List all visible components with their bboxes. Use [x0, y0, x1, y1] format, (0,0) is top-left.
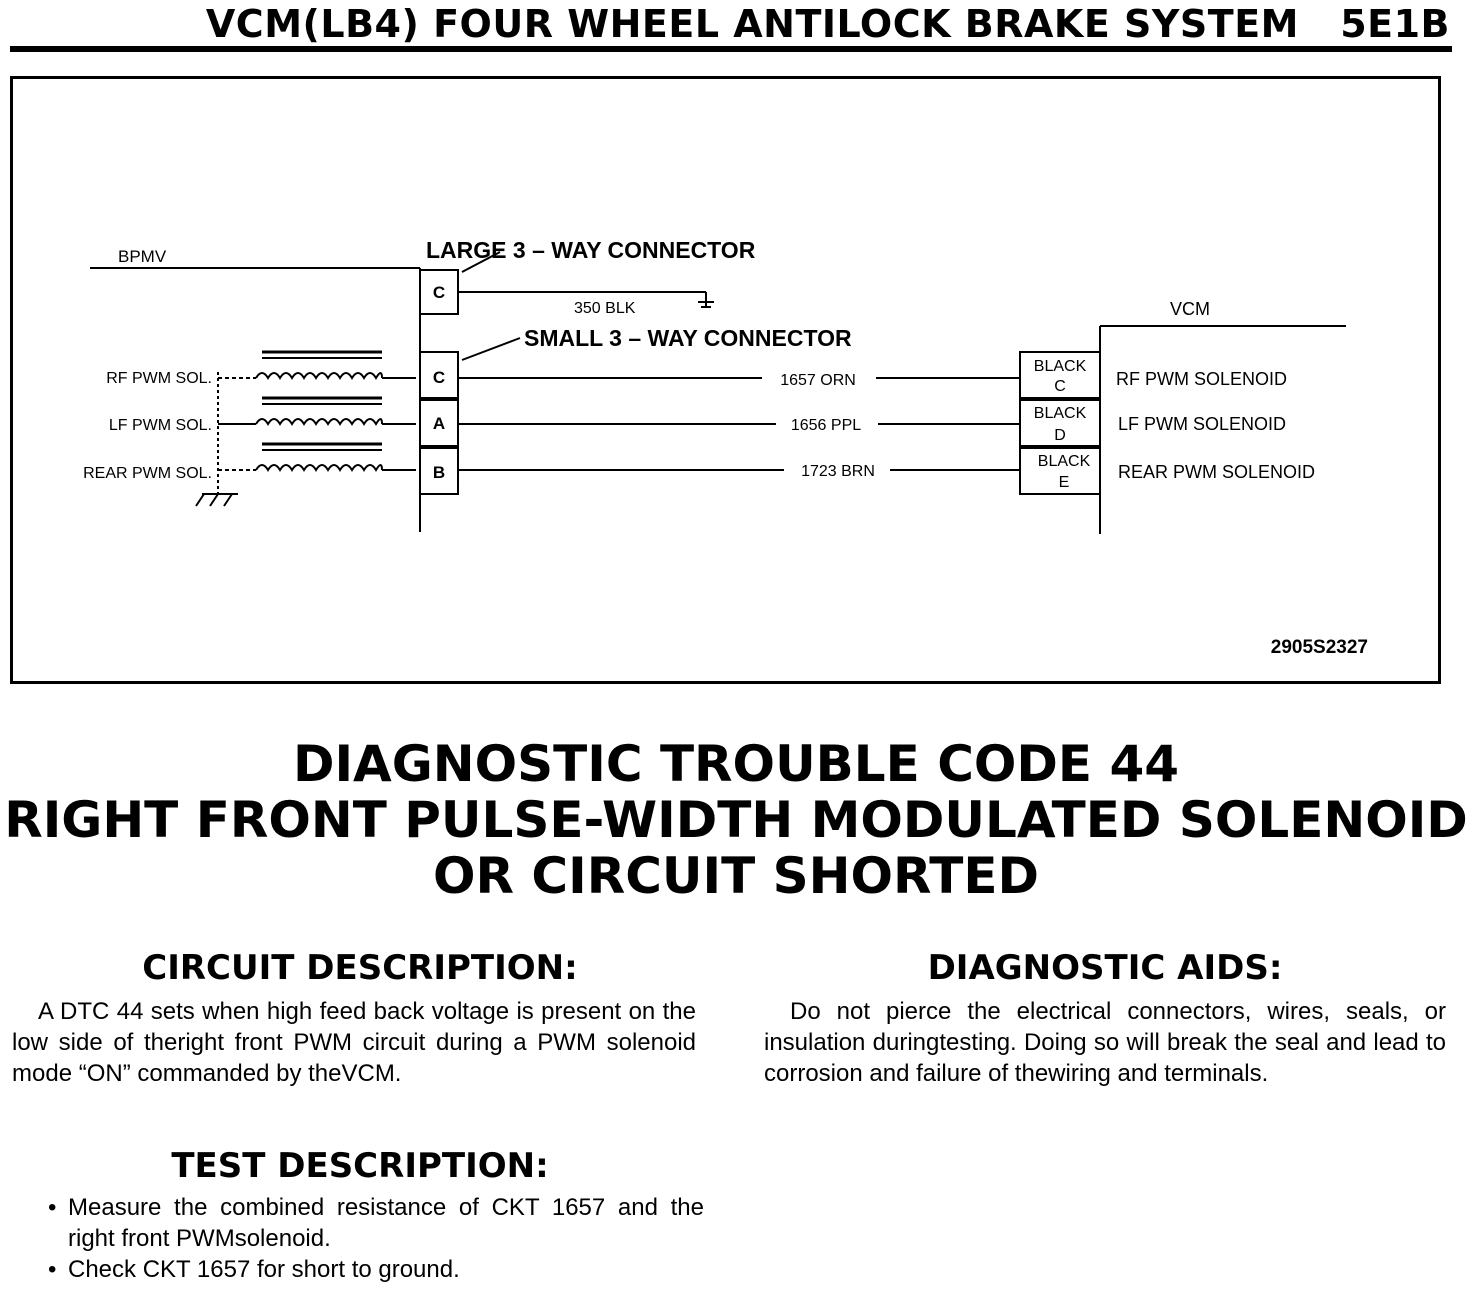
- header-title: VCM(LB4) FOUR WHEEL ANTILOCK BRAKE SYSTEM: [205, 2, 1299, 46]
- dtc-title-line-1: DIAGNOSTIC TROUBLE CODE 44: [292, 735, 1180, 793]
- test-description-item: • Check CKT 1657 for short to ground.: [44, 1254, 704, 1285]
- large-connector-pin: C: [432, 283, 446, 302]
- rear-connector-pin: B: [432, 463, 446, 482]
- dtc-title-line-2: RIGHT FRONT PULSE-WIDTH MODULATED SOLENOID: [4, 791, 1468, 849]
- figure-id: 2905S2327: [1270, 637, 1368, 658]
- rf-vcm-pin: C: [1054, 378, 1066, 395]
- lf-vcm-color: BLACK: [1033, 405, 1087, 422]
- test-description-heading: TEST DESCRIPTION:: [171, 1146, 549, 1186]
- diagnostic-aids-heading: DIAGNOSTIC AIDS:: [927, 948, 1283, 988]
- section-number: 5E1B: [1340, 2, 1450, 46]
- circuit-description-text: A DTC 44 sets when high feed back voltage is present on the low side of theright front PWM circuit during a PWM solenoid mode “ON” commanded by theVCM.: [12, 998, 696, 1087]
- rf-wire-label: 1657 ORN: [780, 372, 856, 389]
- circuit-description-heading: CIRCUIT DESCRIPTION:: [142, 948, 578, 988]
- rear-wire-label: 1723 BRN: [801, 463, 875, 480]
- lf-wire-label: 1656 PPL: [790, 417, 862, 434]
- rf-vcm-color: BLACK: [1033, 358, 1087, 375]
- test-description-item: • Measure the combined resistance of CKT 1657 and the right front PWMsolenoid.: [44, 1192, 704, 1254]
- large-connector-label: LARGE 3 – WAY CONNECTOR: [426, 237, 756, 263]
- rear-solenoid-label: REAR PWM SOL.: [83, 465, 212, 482]
- vcm-label: VCM: [1170, 299, 1210, 319]
- dtc-title-line-3: OR CIRCUIT SHORTED: [432, 847, 1039, 905]
- rear-vcm-pin: E: [1058, 474, 1070, 491]
- test-description-list: [44, 1192, 704, 1285]
- lf-vcm-function: LF PWM SOLENOID: [1118, 414, 1287, 434]
- ground-wire-label: 350 BLK: [574, 300, 636, 317]
- small-connector-label: SMALL 3 – WAY CONNECTOR: [524, 325, 852, 351]
- rear-vcm-function: REAR PWM SOLENOID: [1118, 462, 1316, 482]
- lf-vcm-pin: D: [1054, 427, 1066, 444]
- rf-connector-pin: C: [432, 368, 446, 387]
- rf-vcm-function: RF PWM SOLENOID: [1116, 369, 1288, 389]
- diagnostic-aids-text: Do not pierce the electrical connectors, wires, seals, or insulation duringtesting. Doing so will break the seal and lead to corrosion and failure of thewiring and terminals.: [764, 998, 1446, 1087]
- dtc-title: [0, 736, 1472, 904]
- lf-connector-pin: A: [432, 414, 446, 433]
- rf-solenoid-label: RF PWM SOL.: [106, 370, 212, 387]
- lf-solenoid-label: LF PWM SOL.: [108, 417, 212, 434]
- rear-vcm-color: BLACK: [1037, 453, 1091, 470]
- bpmv-label: BPMV: [118, 247, 167, 266]
